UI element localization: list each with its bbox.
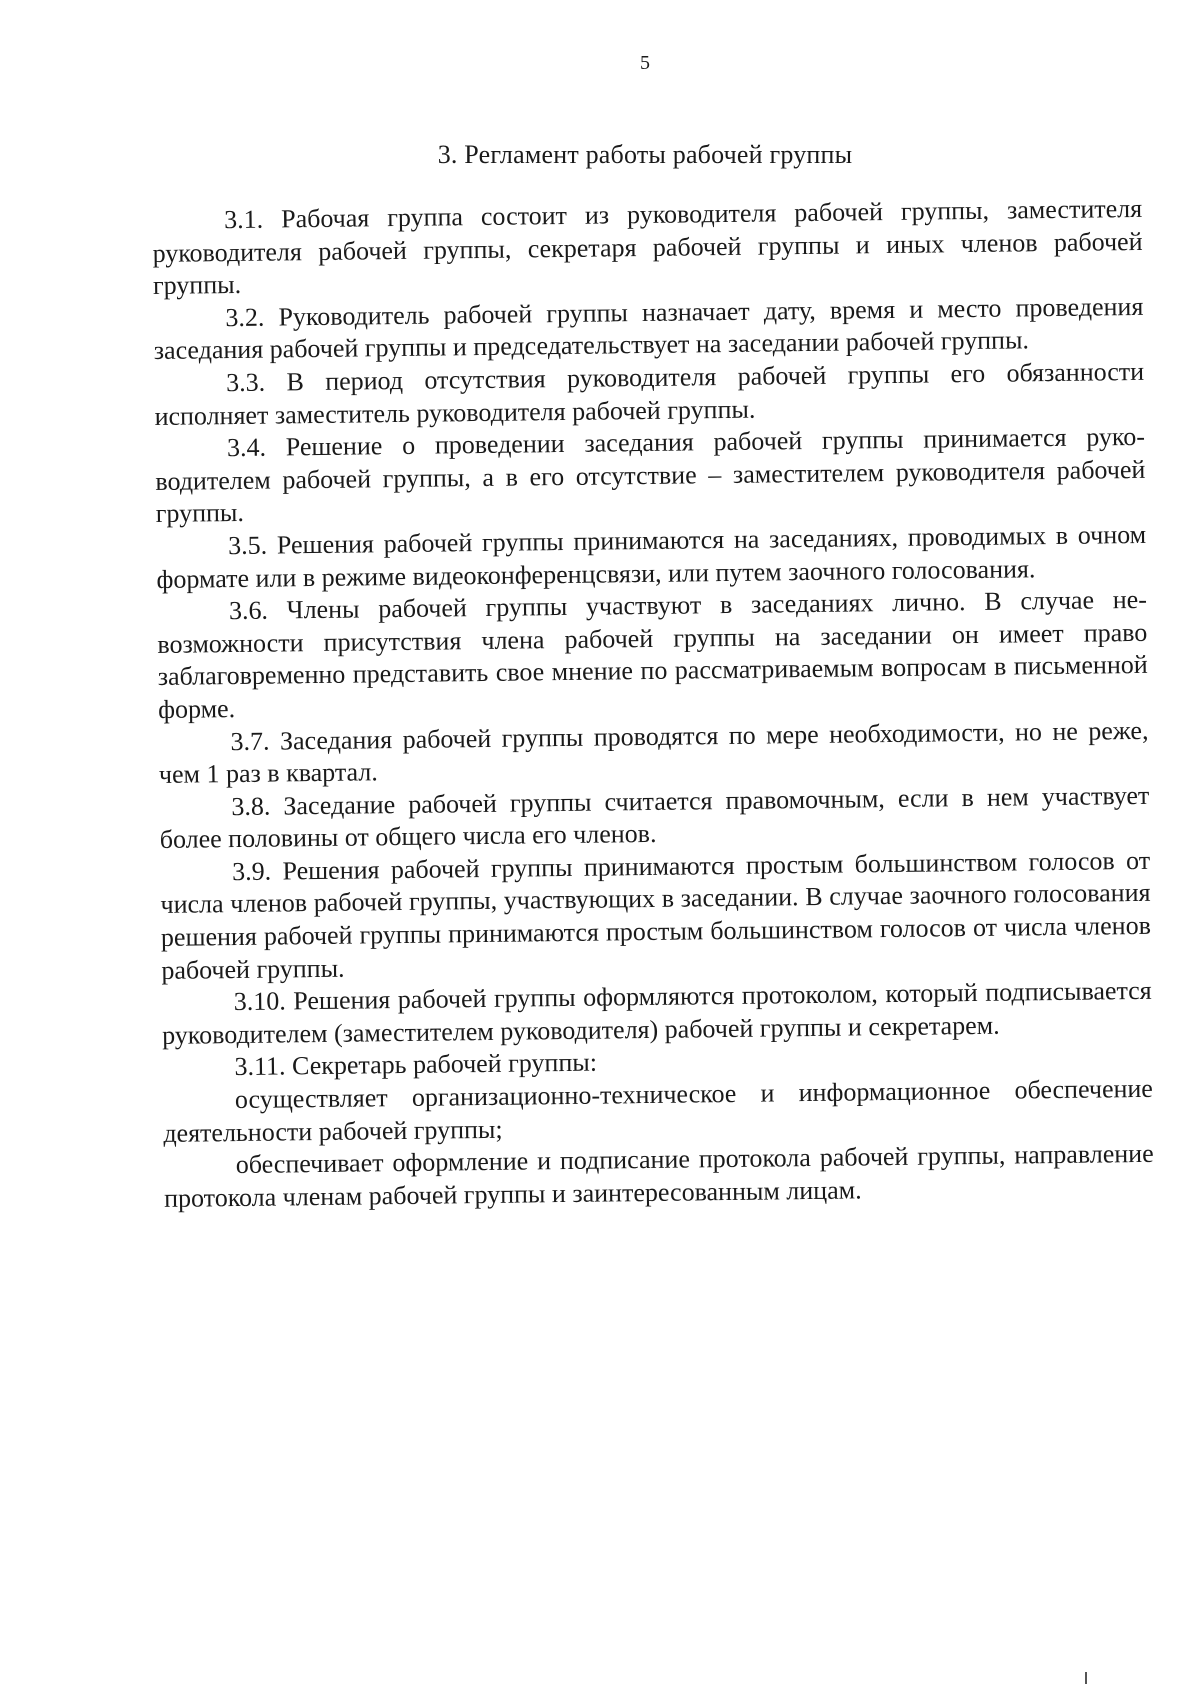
paragraph-3-8: 3.8. Заседание рабочей группы считается правомочным, если в нем участвует более половины от общего числа его членов.	[159, 780, 1150, 855]
section-title: 3. Регламент работы рабочей группы	[437, 140, 853, 169]
secretary-duty-2: обеспечивает оформление и подписание протокола рабочей группы, направление протокола членам рабочей группы и заинтересованным лицам.	[163, 1139, 1154, 1213]
scan-artifact	[1085, 1672, 1087, 1684]
paragraph-3-1: 3.1. Рабочая группа состоит из руководителя рабочей группы, заместителя руководителя рабочей группы, секретаря рабочей группы и иных членов рабочей группы.	[152, 193, 1143, 301]
paragraph-3-10: 3.10. Решения рабочей группы оформляются протоколом, который подписывается руководителем (заместителем руководителя) рабочей группы и секретарем.	[161, 976, 1152, 1050]
paragraph-3-7: 3.7. Заседания рабочей группы проводятся по мере необходимости, но не реже, чем 1 раз в квартал.	[158, 715, 1149, 790]
secretary-duty-1: осуществляет организационно-техническое и информационное обеспечение деятельности рабочей группы;	[163, 1073, 1154, 1148]
section-body	[152, 193, 1154, 1215]
paragraph-3-5: 3.5. Решения рабочей группы принимаются на заседаниях, проводимых в очном формате или в режиме видеоконференцсвязи, или путем заочного голосования.	[156, 519, 1147, 594]
page-number: 5	[640, 52, 650, 74]
paragraph-3-11: 3.11. Секретарь рабочей группы:	[234, 1048, 598, 1082]
paragraph-3-2: 3.2. Руководитель рабочей группы назначает дату, время и место проведения заседания рабочей группы и председательствует на заседании рабочей группы.	[153, 291, 1144, 366]
paragraph-3-9: 3.9. Решения рабочей группы принимаются простым большинством голосов от числа членов рабочей группы, участвующих в заседании. В случае заочного голосования решения рабочей группы принимаются простым большинством голосов от числа членов рабочей группы.	[160, 845, 1152, 985]
paragraph-3-6: 3.6. Члены рабочей группы участвуют в заседаниях лично. В случае невозможности присутствия члена рабочей группы на заседании он имеет право заблаговременно представить свое мнение по рассматриваемым вопросам в письменной форме.	[157, 585, 1148, 724]
paragraph-3-4: 3.4. Решение о проведении заседания рабочей группы принимается руководителем рабочей группы, а в его отсутствие – заместителем руководителя рабочей группы.	[155, 422, 1146, 529]
paragraph-3-3: 3.3. В период отсутствия руководителя рабочей группы его обязанности исполняет заместитель руководителя рабочей группы.	[154, 356, 1145, 431]
